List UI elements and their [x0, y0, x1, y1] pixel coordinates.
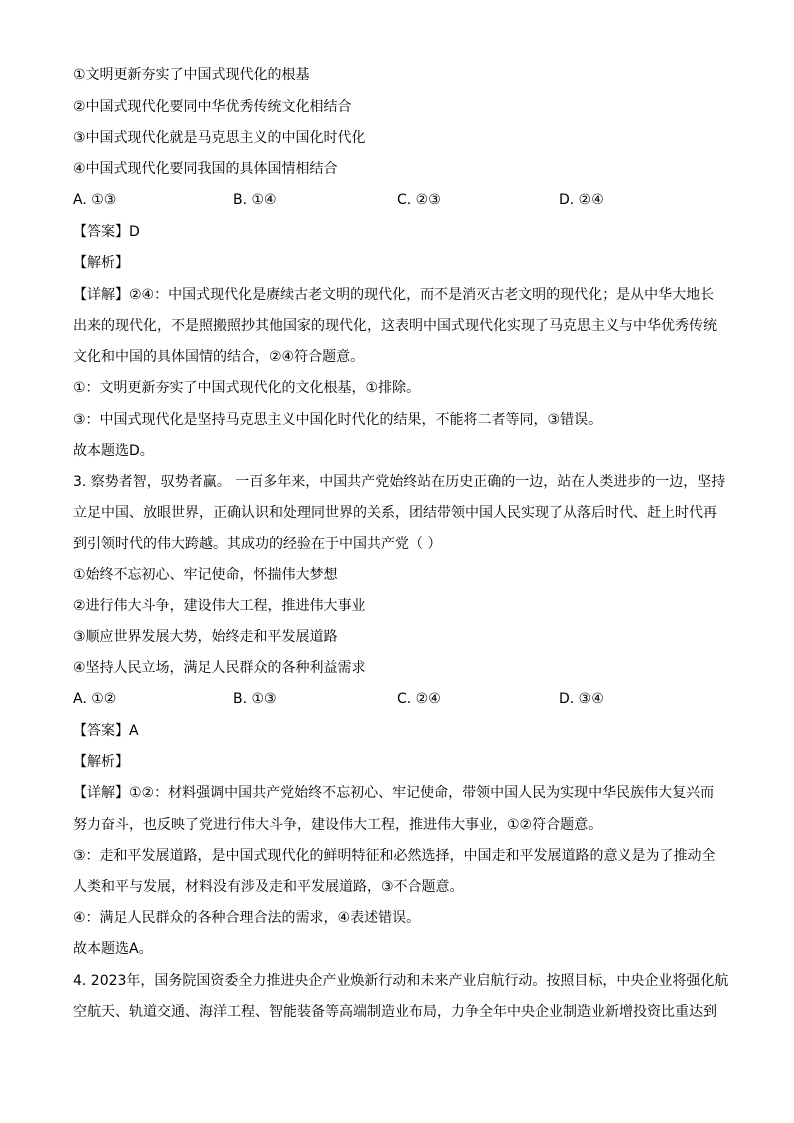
q2-detail-line: ③：中国式现代化是坚持马克思主义中国化时代化的结果，不能将二者等同，③错误。: [73, 412, 603, 428]
q3-statement-4: ④坚持人民立场，满足人民群众的各种利益需求: [73, 660, 366, 676]
q2-option-d: D. ②④: [559, 192, 604, 208]
q2-options: [73, 190, 723, 210]
q2-detail-line: 文化和中国的具体国情的结合，②④符合题意。: [73, 349, 365, 365]
q3-analysis-heading: 【解析】: [73, 754, 129, 770]
q3-stem-line: 到引领时代的伟大跨越。其成功的经验在于中国共产党（ ）: [73, 536, 442, 552]
q3-detail-line: 人类和平与发展，材料没有涉及走和平发展道路，③不合题意。: [73, 879, 464, 895]
q3-options: [73, 689, 723, 709]
q3-detail-line: ③：走和平发展道路，是中国式现代化的鲜明特征和必然选择，中国走和平发展道路的意义是为了推动全: [73, 848, 716, 864]
q2-statement-1: ①文明更新夯实了中国式现代化的根基: [73, 67, 310, 83]
q2-option-a: A. ①③: [73, 192, 117, 208]
q3-detail-line: ④：满足人民群众的各种合理合法的需求，④表述错误。: [73, 910, 421, 926]
q4-stem-line: 空航天、轨道交通、海洋工程、智能装备等高端制造业布局，力争全年中央企业制造业新增投资比重达到: [73, 1004, 717, 1020]
q2-analysis-heading: 【解析】: [73, 255, 129, 271]
q2-answer: 【答案】D: [73, 224, 140, 240]
q3-answer: 【答案】A: [73, 723, 139, 739]
q3-option-b: B. ①③: [233, 691, 277, 707]
q2-statement-3: ③中国式现代化就是马克思主义的中国化时代化: [73, 130, 366, 146]
q2-detail-line: 出来的现代化，不是照搬照抄其他国家的现代化，这表明中国式现代化实现了马克思主义与中华优秀传统: [73, 318, 717, 334]
q2-detail-line: 【详解】②④：中国式现代化是赓续古老文明的现代化，而不是消灭古老文明的现代化；是从中华大地长: [73, 287, 715, 303]
q2-conclusion: 故本题选D。: [73, 443, 154, 459]
q3-detail-line: 努力奋斗，也反映了党进行伟大斗争，建设伟大工程，推进伟大事业，①②符合题意。: [73, 817, 603, 833]
q3-stem-line: 3. 察势者智，驭势者赢。 一百多年来，中国共产党始终站在历史正确的一边，站在人类进步的一边，坚持: [73, 474, 726, 490]
q3-option-c: C. ②④: [397, 691, 441, 707]
q3-option-a: A. ①②: [73, 691, 117, 707]
q2-detail-line: ①：文明更新夯实了中国式现代化的文化根基，①排除。: [73, 380, 421, 396]
q3-stem-line: 立足中国、放眼世界，正确认识和处理同世界的关系，团结带领中国人民实现了从落后时代、赶上时代再: [73, 505, 717, 521]
q2-statement-4: ④中国式现代化要同我国的具体国情相结合: [73, 161, 338, 177]
q2-statement-2: ②中国式现代化要同中华优秀传统文化相结合: [73, 99, 352, 115]
q3-detail-line: 【详解】①②：材料强调中国共产党始终不忘初心、牢记使命，带领中国人民为实现中华民族伟大复兴而: [73, 785, 715, 801]
q3-statement-2: ②进行伟大斗争，建设伟大工程，推进伟大事业: [73, 598, 366, 614]
q3-statement-1: ①始终不忘初心、牢记使命，怀揣伟大梦想: [73, 567, 338, 583]
q2-option-c: C. ②③: [397, 192, 441, 208]
q3-conclusion: 故本题选A。: [73, 941, 153, 957]
q2-option-b: B. ①④: [233, 192, 277, 208]
q3-option-d: D. ③④: [559, 691, 604, 707]
q3-statement-3: ③顺应世界发展大势，始终走和平发展道路: [73, 629, 338, 645]
q4-stem-line: 4. 2023年，国务院国资委全力推进央企产业焕新行动和未来产业启航行动。按照目标，中央企业将强化航: [73, 973, 729, 989]
